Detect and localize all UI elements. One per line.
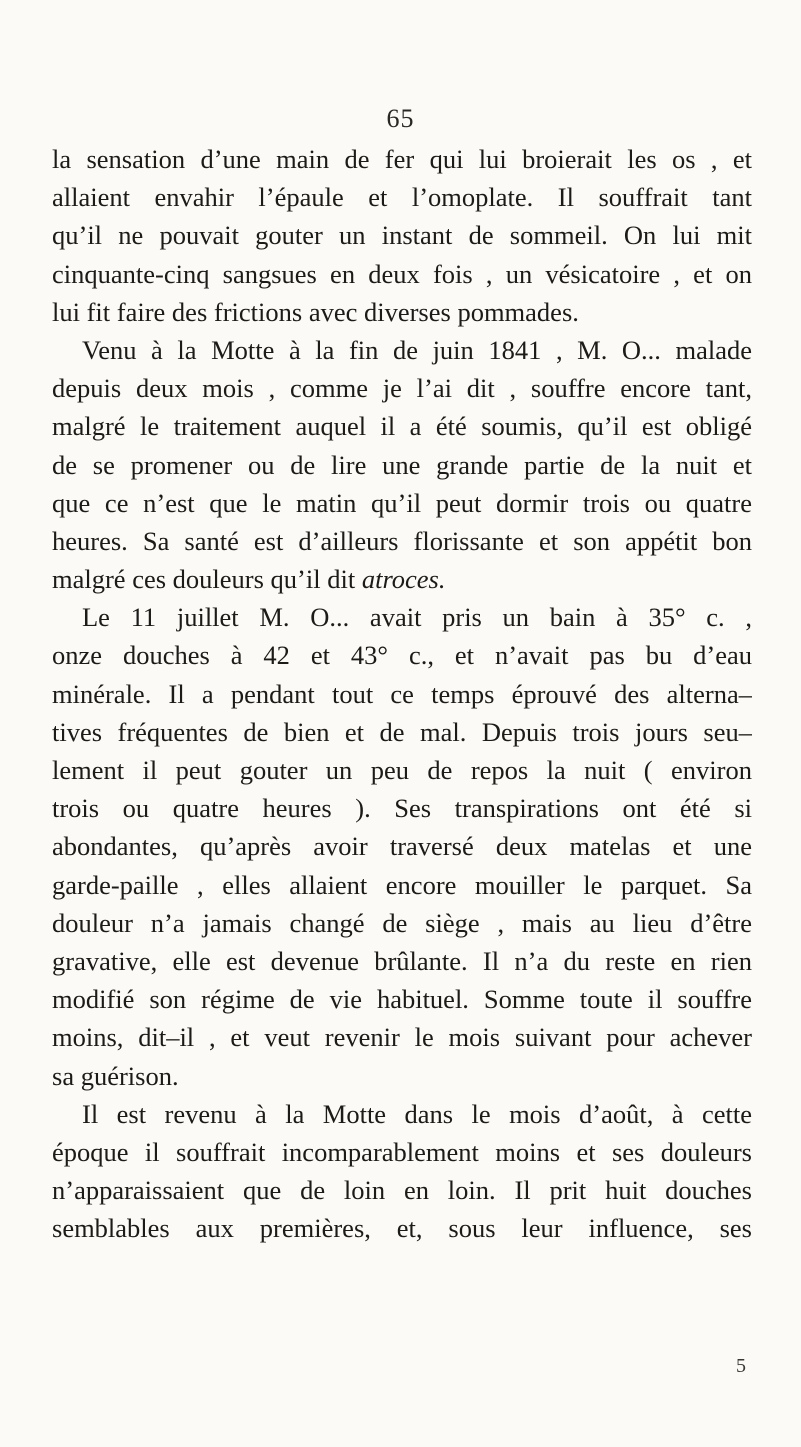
text-line: tives fréquentes de bien et de mal. Depuis trois jours seu–: [52, 716, 752, 747]
paragraph-2: [52, 331, 752, 598]
paragraph-4: [52, 1095, 752, 1248]
text-line: n’apparaissaient que de loin en loin. Il prit huit douches: [52, 1175, 752, 1206]
text-line: époque il souffrait incomparablement moins et ses douleurs: [52, 1136, 752, 1167]
body-text: [52, 140, 752, 1247]
text-line: minérale. Il a pendant tout ce temps éprouvé des alterna–: [52, 678, 752, 709]
text-line: que ce n’est que le matin qu’il peut dormir trois ou quatre: [52, 487, 752, 518]
text-line: de se promener ou de lire une grande partie de la nuit et: [52, 449, 752, 480]
text-line: abondantes, qu’après avoir traversé deux matelas et une: [52, 831, 752, 862]
italic-word: atroces.: [361, 564, 446, 595]
signature-mark: 5: [736, 1355, 746, 1377]
text-line: douleur n’a jamais changé de siège , mais au lieu d’être: [52, 907, 752, 938]
text-line: moins, dit–il , et veut revenir le mois suivant pour achever: [52, 1022, 752, 1053]
text-line: qu’il ne pouvait gouter un instant de sommeil. On lui mit: [52, 220, 752, 251]
text-line: Il est revenu à la Motte dans le mois d’août, à cette: [82, 1098, 752, 1129]
text-line: la sensation d’une main de fer qui lui broierait les os , et: [52, 144, 752, 174]
text-line: heures. Sa santé est d’ailleurs florissante et son appétit bon: [52, 525, 752, 556]
text-line: lement il peut gouter un peu de repos la nuit ( environ: [52, 755, 752, 785]
text-line: modifié son régime de vie habituel. Somme toute il souffre: [52, 984, 752, 1015]
text-line: malgré le traitement auquel il a été soumis, qu’il est obligé: [52, 411, 752, 442]
text-line: gravative, elle est devenue brûlante. Il n’a du reste en rien: [52, 945, 752, 976]
text-line: depuis deux mois , comme je l’ai dit , souffre encore tant,: [52, 373, 752, 404]
text-line: lui fit faire des frictions avec diverses pommades.: [52, 296, 579, 327]
paragraph-1: [52, 140, 752, 331]
text-line: cinquante-cinq sangsues en deux fois , un vésicatoire , et on: [52, 258, 752, 289]
text-line: sa guérison.: [52, 1060, 179, 1091]
text-line: Venu à la Motte à la fin de juin 1841 , M. O... malade: [82, 334, 752, 365]
text-line: trois ou quatre heures ). Ses transpirations ont été si: [52, 793, 752, 824]
paragraph-3: [52, 598, 752, 1094]
text-line: onze douches à 42 et 43° c., et n’avait pas bu d’eau: [52, 640, 752, 671]
text-line: semblables aux premières, et, sous leur influence, ses: [52, 1213, 752, 1244]
page-number: 65: [386, 104, 415, 133]
text-line: garde-paille , elles allaient encore mouiller le parquet. Sa: [52, 869, 752, 900]
text-line: allaient envahir l’épaule et l’omoplate. Il souffrait tant: [52, 182, 752, 213]
text-line: Le 11 juillet M. O... avait pris un bain à 35° c. ,: [82, 602, 752, 633]
text-line-lead: malgré ces douleurs qu’il dit: [52, 564, 356, 595]
text-line-with-italic: [52, 560, 752, 598]
